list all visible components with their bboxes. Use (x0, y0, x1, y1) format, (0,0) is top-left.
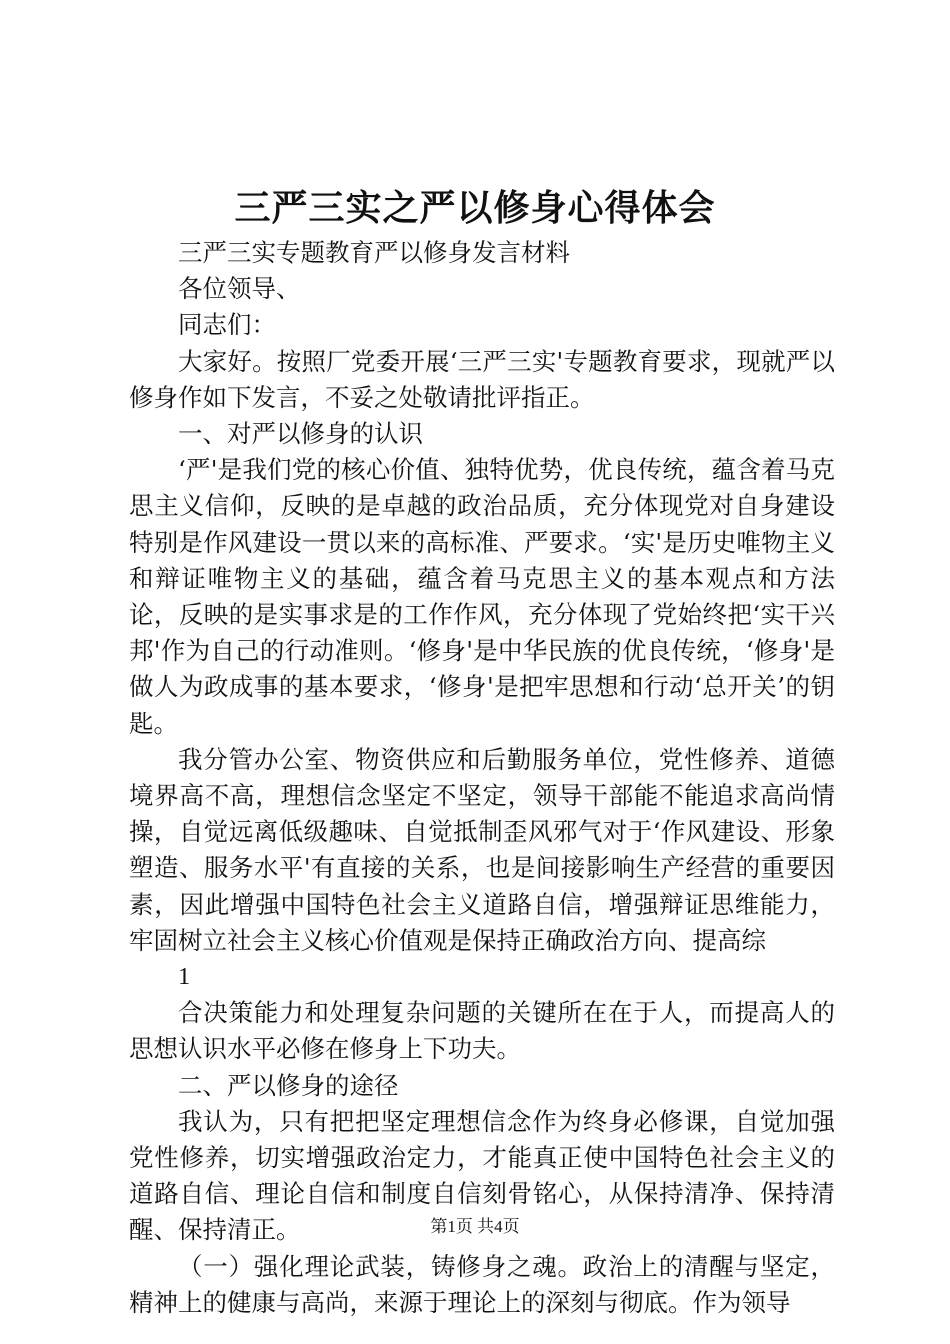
paragraph-subtitle: 三严三实专题教育严以修身发言材料 (178, 238, 570, 267)
paragraph-conviction: 我认为，只有把把坚定理想信念作为终身必修课，自觉加强党性修养，切实增强政治定力，才能真正使中国特色社会主义的道路自信、理论自信和制度自信刻骨铭心，从保持清净、保持清醒、保持清正。 (129, 1106, 835, 1245)
paragraph-greeting: 大家好。按照厂党委开展‘三严三实'专题教育要求，现就严以修身作如下发言，不妥之处敬请批评指正。 (129, 346, 835, 412)
document-body (129, 235, 835, 1321)
document-title: 三严三实之严以修身心得体会 (234, 187, 716, 229)
section-heading-1: 一、对严以修身的认识 (178, 419, 423, 449)
page-footer: 第1页 共4页 (430, 1217, 520, 1236)
inline-page-number: 1 (178, 963, 191, 991)
paragraph-responsibility: 我分管办公室、物资供应和后勤服务单位，党性修养、道德境界高不高，理想信念坚定不坚定，领导干部能不能追求高尚情操，自觉远离低级趣味、自觉抵制歪风邪气对于‘作风建设、形象塑造、服务水平'有直接的关系，也是间接影响生产经营的重要因素，因此增强中国特色社会主义道路自信，增强辩证思维能力，牢固树立社会主义核心价值观是保持正确政治方向、提高综 (129, 744, 835, 955)
paragraph-subsection-1: （一）强化理论武装，铸修身之魂。政治上的清醒与坚定，精神上的健康与高尚，来源于理论上的深刻与彻底。作为领导 (129, 1251, 835, 1317)
paragraph-salutation-2: 同志们： (178, 310, 276, 340)
paragraph-continuation: 合决策能力和处理复杂问题的关键所在在于人，而提高人的思想认识水平必修在修身上下功夫。 (129, 998, 835, 1064)
section-heading-2: 二、严以修身的途径 (178, 1070, 399, 1100)
paragraph-salutation: 各位领导、 (178, 274, 301, 304)
paragraph-yan-shi: ‘严'是我们党的核心价值、独特优势，优良传统，蕴含着马克思主义信仰，反映的是卓越的政治品质，充分体现党对自身建设特别是作风建设一贯以来的高标准、严要求。‘实'是历史唯物主义和辩证唯物主义的基础，蕴含着马克思主义的基本观点和方法论，反映的是实事求是的工作作风，充分体现了党始终把‘实干兴邦'作为自己的行动准则。‘修身'是中华民族的优良传统，‘修身'是做人为政成事的基本要求，‘修身'是把牢思想和行动‘总开关’的钥匙。 (129, 455, 835, 738)
